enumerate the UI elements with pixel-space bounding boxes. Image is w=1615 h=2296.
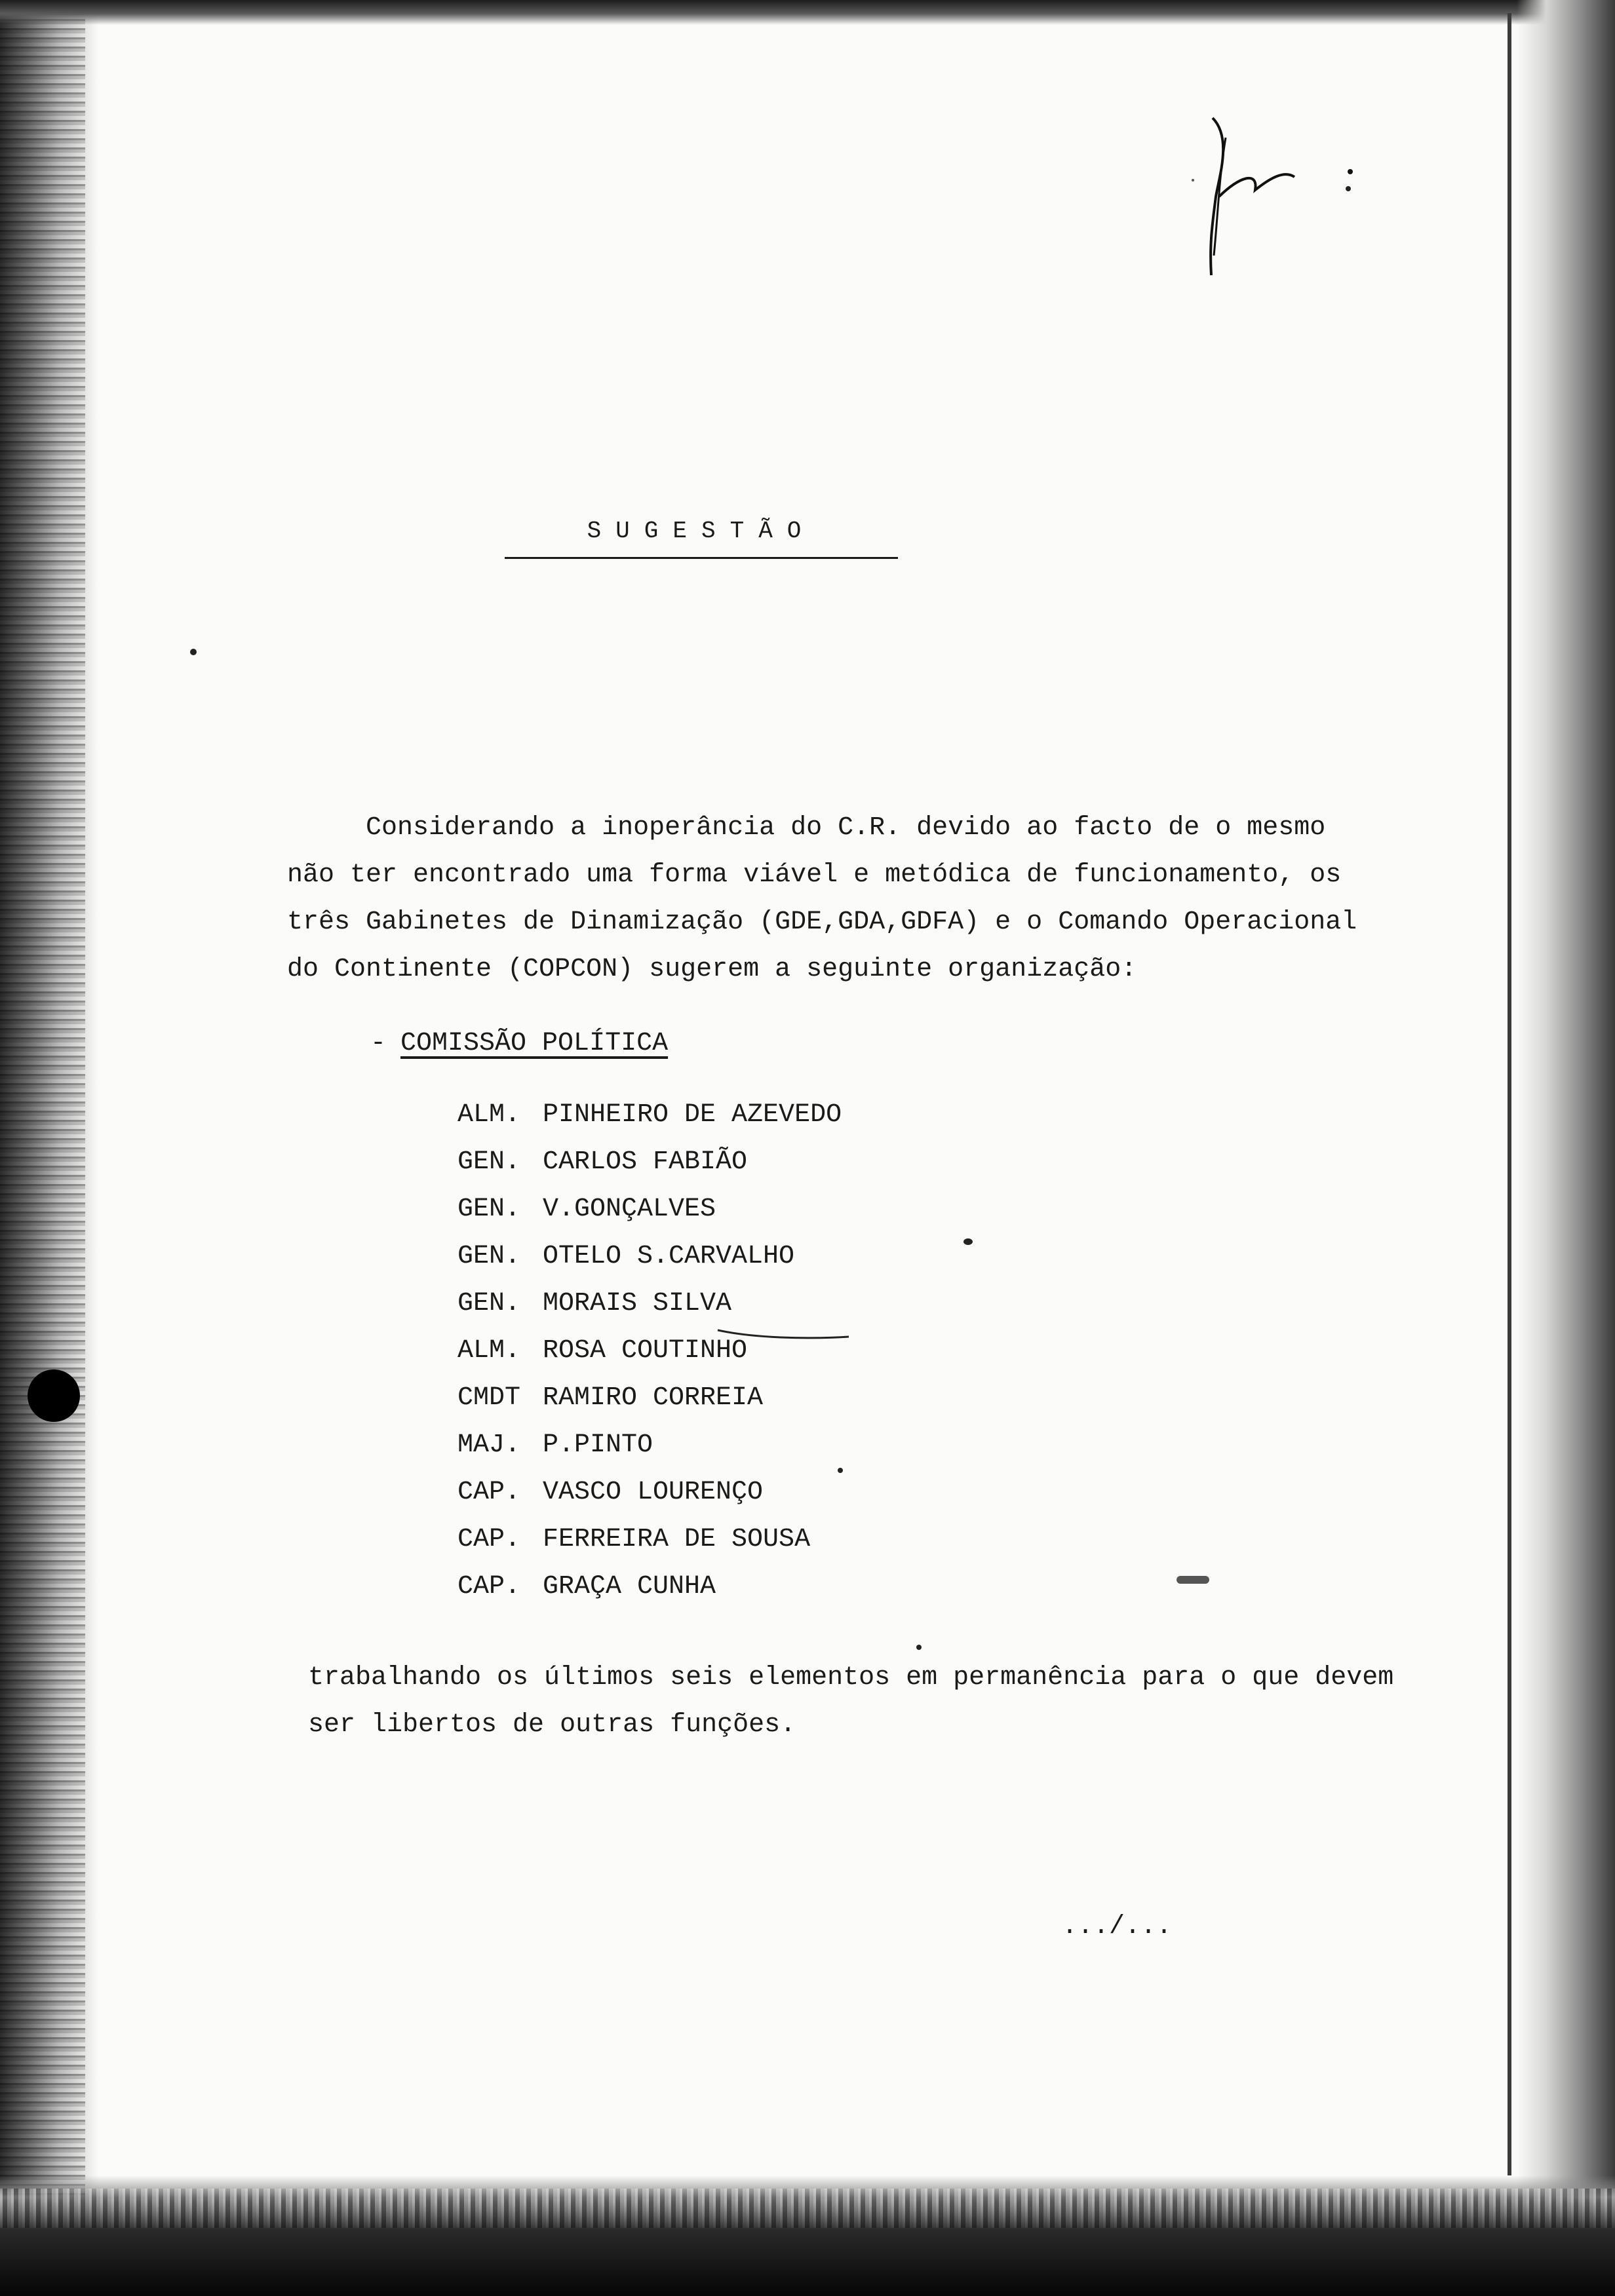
member-name: VASCO LOURENÇO (543, 1478, 764, 1507)
member-item (457, 1186, 842, 1233)
paragraph-line: do Continente (COPCON) sugerem a seguinte organização: (287, 955, 1137, 984)
member-rank: ALM. (457, 1336, 521, 1366)
member-name: OTELO S.CARVALHO (543, 1242, 795, 1271)
member-name: GRAÇA CUNHA (543, 1572, 716, 1601)
member-name: MORAIS SILVA (543, 1289, 732, 1318)
scan-edge-right (1517, 0, 1615, 2296)
member-name: CARLOS FABIÃO (543, 1147, 748, 1177)
section-dash: - (370, 1029, 387, 1058)
member-name: PINHEIRO DE AZEVEDO (543, 1100, 842, 1130)
member-rank: GEN. (457, 1242, 521, 1271)
title-underline (505, 557, 898, 559)
intro-paragraph (287, 805, 1447, 993)
member-rank: CAP. (457, 1478, 521, 1507)
speck (916, 1645, 922, 1650)
closing-paragraph (308, 1655, 1488, 1749)
paragraph-line: Considerando a inoperância do C.R. devido ao facto de o mesmo (287, 813, 1326, 843)
member-rank: CAP. (457, 1572, 521, 1601)
member-item (457, 1233, 842, 1280)
member-name: ROSA COUTINHO (543, 1336, 748, 1366)
member-item (457, 1469, 842, 1516)
member-rank: GEN. (457, 1147, 521, 1177)
scan-edge-top (0, 0, 1615, 25)
continuation-mark: .../... (1062, 1912, 1173, 1942)
member-name: RAMIRO CORREIA (543, 1383, 764, 1413)
member-name: FERREIRA DE SOUSA (543, 1525, 811, 1554)
punch-hole (28, 1369, 80, 1422)
member-item (457, 1563, 842, 1611)
speck (1346, 186, 1351, 191)
speck (838, 1468, 843, 1473)
member-rank: ALM. (457, 1100, 521, 1130)
handwritten-underline (714, 1325, 852, 1345)
scan-edge-bottom-noise (0, 2189, 1615, 2228)
member-list (457, 1092, 842, 1611)
handwritten-initials (1180, 98, 1376, 295)
member-item (457, 1516, 842, 1563)
section-heading (370, 1029, 668, 1058)
section-label: COMISSÃO POLÍTICA (400, 1029, 669, 1058)
title-block (505, 518, 898, 545)
member-item (457, 1422, 842, 1469)
paragraph-line: não ter encontrado uma forma viável e metódica de funcionamento, os (287, 860, 1342, 890)
scan-edge-left-noise (0, 0, 85, 2296)
page-fold-line (1508, 13, 1511, 2175)
member-rank: MAJ. (457, 1430, 521, 1460)
member-item (457, 1139, 842, 1186)
speck (190, 649, 197, 655)
closing-line: ser libertos de outras funções. (308, 1710, 796, 1740)
member-item (457, 1375, 842, 1422)
paragraph-line: três Gabinetes de Dinamização (GDE,GDA,GDFA) e o Comando Operacional (287, 908, 1357, 937)
speck (963, 1238, 973, 1245)
member-name: P.PINTO (543, 1430, 653, 1460)
member-rank: CAP. (457, 1525, 521, 1554)
member-item (457, 1092, 842, 1139)
closing-line: trabalhando os últimos seis elementos em permanência para o que devem (308, 1663, 1394, 1693)
member-item (457, 1280, 842, 1328)
smudge (1177, 1576, 1209, 1584)
member-rank: CMDT (457, 1383, 521, 1413)
member-rank: GEN. (457, 1289, 521, 1318)
member-rank: GEN. (457, 1195, 521, 1224)
member-name: V.GONÇALVES (543, 1195, 716, 1224)
document-title: SUGESTÃO (587, 518, 816, 545)
